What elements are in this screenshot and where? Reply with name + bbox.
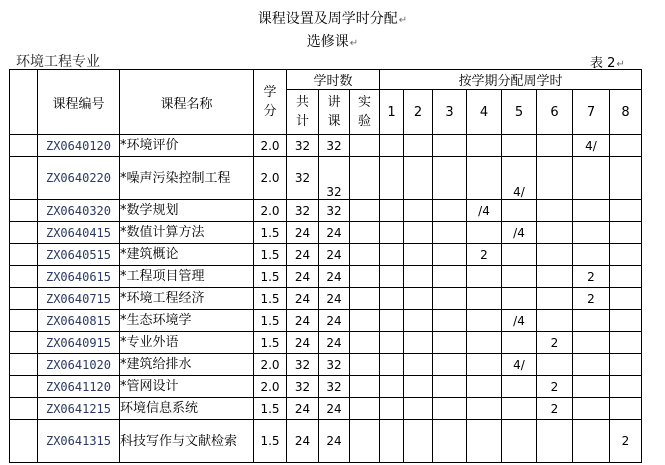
course-lab-hours (350, 222, 380, 244)
course-credit: 1.5 (254, 266, 287, 288)
course-code: ZX0640715 (38, 288, 120, 310)
col-lecture-b: 课 (327, 114, 341, 129)
term-7-hours (573, 200, 610, 222)
course-code: ZX0640220 (38, 157, 120, 200)
term-5-hours (502, 244, 537, 266)
term-3-hours (433, 398, 467, 420)
course-lab-hours (350, 354, 380, 376)
term-7-hours (573, 310, 610, 332)
col-term-1-header: 1 (380, 90, 404, 135)
course-total-hours: 32 (287, 354, 319, 376)
course-lab-hours (350, 420, 380, 463)
col-lab-a: 实 (357, 95, 371, 110)
table-row (10, 420, 642, 463)
col-lecture-header (319, 90, 350, 135)
course-credit: 2.0 (254, 157, 287, 200)
course-lab-hours (350, 135, 380, 157)
course-credit: 1.5 (254, 288, 287, 310)
course-lab-hours (350, 288, 380, 310)
term-5-hours: /4 (502, 222, 537, 244)
term-5-hours (502, 398, 537, 420)
course-code: ZX0640915 (38, 332, 120, 354)
term-5-hours: /4 (502, 310, 537, 332)
course-credit: 2.0 (254, 354, 287, 376)
course-total-hours: 32 (287, 200, 319, 222)
term-8-hours (610, 376, 642, 398)
course-credit: 1.5 (254, 420, 287, 463)
table-row (10, 288, 642, 310)
course-lecture-hours: 24 (319, 266, 350, 288)
term-6-hours: 2 (537, 332, 573, 354)
term-4-hours (467, 332, 502, 354)
course-credit: 1.5 (254, 398, 287, 420)
course-total-hours: 32 (287, 376, 319, 398)
term-1-hours (380, 266, 404, 288)
course-total-hours: 24 (287, 244, 319, 266)
term-6-hours (537, 288, 573, 310)
term-2-hours (404, 244, 433, 266)
course-credit: 2.0 (254, 200, 287, 222)
course-total-hours: 24 (287, 332, 319, 354)
course-total-hours: 24 (287, 222, 319, 244)
term-2-hours (404, 398, 433, 420)
col-term-6-header: 6 (537, 90, 573, 135)
term-2-hours (404, 200, 433, 222)
course-name: 科技写作与文献检索 (120, 420, 254, 463)
col-term-5-header: 5 (502, 90, 537, 135)
course-lab-hours (350, 200, 380, 222)
term-8-hours (610, 332, 642, 354)
table-row (10, 135, 642, 157)
page-subtitle-text: 选修课 (306, 34, 349, 50)
paragraph-mark-icon: ↵ (349, 38, 359, 49)
row-blank-cell (10, 354, 38, 376)
term-7-hours (573, 157, 610, 200)
course-credit: 1.5 (254, 244, 287, 266)
col-term-2-header: 2 (404, 90, 433, 135)
course-code: ZX0640120 (38, 135, 120, 157)
course-lecture-hours: 24 (319, 398, 350, 420)
term-6-hours (537, 266, 573, 288)
term-5-hours (502, 376, 537, 398)
term-4-hours (467, 157, 502, 200)
table-row (10, 332, 642, 354)
term-3-hours (433, 332, 467, 354)
term-7-hours: 2 (573, 266, 610, 288)
term-4-hours: 2 (467, 244, 502, 266)
course-code: ZX0641020 (38, 354, 120, 376)
term-5-hours: 4/ (502, 157, 537, 200)
term-5-hours: 4/ (502, 354, 537, 376)
term-6-hours (537, 135, 573, 157)
row-blank-cell (10, 288, 38, 310)
term-2-hours (404, 310, 433, 332)
course-code: ZX0641215 (38, 398, 120, 420)
col-name-header: 课程名称 (120, 70, 254, 135)
course-total-hours: 24 (287, 420, 319, 463)
col-credit-a: 学 (263, 85, 277, 100)
term-2-hours (404, 222, 433, 244)
course-code: ZX0640615 (38, 266, 120, 288)
term-4-hours (467, 376, 502, 398)
term-2-hours (404, 135, 433, 157)
term-1-hours (380, 354, 404, 376)
term-7-hours: 2 (573, 288, 610, 310)
term-4-hours (467, 310, 502, 332)
page-title (0, 8, 665, 28)
term-6-hours: 2 (537, 376, 573, 398)
course-code: ZX0641315 (38, 420, 120, 463)
table-row (10, 244, 642, 266)
term-7-hours (573, 354, 610, 376)
course-name: *数值计算方法 (120, 222, 254, 244)
term-6-hours (537, 222, 573, 244)
term-2-hours (404, 332, 433, 354)
term-4-hours (467, 288, 502, 310)
major-label: 环境工程专业 (16, 54, 100, 70)
table-row (10, 310, 642, 332)
term-7-hours (573, 376, 610, 398)
course-lab-hours (350, 244, 380, 266)
term-1-hours (380, 376, 404, 398)
term-2-hours (404, 420, 433, 463)
course-credit: 1.5 (254, 332, 287, 354)
course-total-hours: 32 (287, 157, 319, 200)
course-credit: 1.5 (254, 310, 287, 332)
row-blank-cell (10, 332, 38, 354)
term-1-hours (380, 135, 404, 157)
paragraph-mark-icon: ↵ (616, 59, 625, 70)
term-7-hours: 4/ (573, 135, 610, 157)
term-6-hours (537, 420, 573, 463)
term-2-hours (404, 376, 433, 398)
term-1-hours (380, 398, 404, 420)
course-lab-hours (350, 376, 380, 398)
course-lecture-hours: 24 (319, 332, 350, 354)
term-4-hours (467, 222, 502, 244)
row-blank-cell (10, 135, 38, 157)
table-number-text: 表 2 (590, 56, 616, 71)
course-code: ZX0640320 (38, 200, 120, 222)
term-8-hours (610, 200, 642, 222)
row-blank-cell (10, 376, 38, 398)
row-blank-cell (10, 398, 38, 420)
term-6-hours (537, 200, 573, 222)
term-4-hours (467, 135, 502, 157)
col-lab-b: 验 (357, 114, 371, 129)
hours-group-header: 学时数 (287, 70, 380, 90)
course-total-hours: 32 (287, 135, 319, 157)
term-1-hours (380, 157, 404, 200)
col-term-8-header: 8 (610, 90, 642, 135)
term-8-hours: 2 (610, 420, 642, 463)
term-3-hours (433, 135, 467, 157)
term-5-hours (502, 420, 537, 463)
term-7-hours (573, 222, 610, 244)
term-1-hours (380, 420, 404, 463)
course-lecture-hours: 32 (319, 135, 350, 157)
course-name: *噪声污染控制工程 (120, 157, 254, 200)
course-lecture-hours: 24 (319, 310, 350, 332)
term-3-hours (433, 266, 467, 288)
course-total-hours: 24 (287, 310, 319, 332)
term-8-hours (610, 266, 642, 288)
term-7-hours (573, 420, 610, 463)
paragraph-mark-icon: ↵ (398, 15, 408, 26)
term-7-hours (573, 398, 610, 420)
col-term-3-header: 3 (433, 90, 467, 135)
term-1-hours (380, 310, 404, 332)
term-2-hours (404, 354, 433, 376)
course-lab-hours (350, 398, 380, 420)
term-group-header: 按学期分配周学时 (380, 70, 642, 90)
course-name: *生态环境学 (120, 310, 254, 332)
course-lab-hours (350, 266, 380, 288)
course-name: *管网设计 (120, 376, 254, 398)
row-blank-cell (10, 244, 38, 266)
course-lecture-hours: 32 (319, 354, 350, 376)
table-row (10, 200, 642, 222)
col-code-header: 课程编号 (38, 70, 120, 135)
course-lab-hours (350, 332, 380, 354)
term-3-hours (433, 310, 467, 332)
term-4-hours: /4 (467, 200, 502, 222)
course-lecture-hours: 24 (319, 222, 350, 244)
col-term-7-header: 7 (573, 90, 610, 135)
course-name: *建筑概论 (120, 244, 254, 266)
term-1-hours (380, 332, 404, 354)
term-7-hours (573, 332, 610, 354)
term-5-hours (502, 288, 537, 310)
table-row (10, 157, 642, 200)
page-title-text: 课程设置及周学时分配 (257, 11, 398, 27)
term-8-hours (610, 135, 642, 157)
term-1-hours (380, 244, 404, 266)
row-blank-cell (10, 266, 38, 288)
row-blank-cell (10, 222, 38, 244)
row-blank-cell (10, 200, 38, 222)
course-lecture-hours: 32 (319, 157, 350, 200)
page-subtitle (0, 31, 665, 51)
table-row (10, 266, 642, 288)
course-code: ZX0641120 (38, 376, 120, 398)
course-lecture-hours: 24 (319, 244, 350, 266)
course-code: ZX0640515 (38, 244, 120, 266)
course-lecture-hours: 32 (319, 376, 350, 398)
course-rows (10, 135, 642, 463)
term-8-hours (610, 310, 642, 332)
term-4-hours (467, 354, 502, 376)
course-name: *工程项目管理 (120, 266, 254, 288)
term-2-hours (404, 288, 433, 310)
term-8-hours (610, 288, 642, 310)
term-3-hours (433, 288, 467, 310)
row-blank-cell (10, 310, 38, 332)
term-4-hours (467, 398, 502, 420)
term-3-hours (433, 222, 467, 244)
term-7-hours (573, 244, 610, 266)
term-6-hours: 2 (537, 398, 573, 420)
col-term-4-header: 4 (467, 90, 502, 135)
course-name: *建筑给排水 (120, 354, 254, 376)
course-lecture-hours: 24 (319, 288, 350, 310)
col-total-b: 计 (295, 114, 309, 129)
col-total-header (287, 90, 319, 135)
course-total-hours: 24 (287, 398, 319, 420)
course-name: *环境评价 (120, 135, 254, 157)
term-6-hours (537, 244, 573, 266)
term-3-hours (433, 420, 467, 463)
term-3-hours (433, 200, 467, 222)
row-blank-cell (10, 157, 38, 200)
term-4-hours (467, 420, 502, 463)
course-lab-hours (350, 310, 380, 332)
term-3-hours (433, 376, 467, 398)
course-lecture-hours: 32 (319, 200, 350, 222)
course-table (9, 69, 642, 463)
course-name: 环境信息系统 (120, 398, 254, 420)
table-row (10, 222, 642, 244)
col-total-a: 共 (295, 95, 309, 110)
term-6-hours (537, 157, 573, 200)
course-total-hours: 24 (287, 266, 319, 288)
col-lab-header (350, 90, 380, 135)
term-4-hours (467, 266, 502, 288)
course-lecture-hours: 24 (319, 420, 350, 463)
course-code: ZX0640815 (38, 310, 120, 332)
term-5-hours (502, 200, 537, 222)
term-8-hours (610, 157, 642, 200)
course-code: ZX0640415 (38, 222, 120, 244)
term-3-hours (433, 354, 467, 376)
term-5-hours (502, 266, 537, 288)
course-total-hours: 24 (287, 288, 319, 310)
course-name: *环境工程经济 (120, 288, 254, 310)
course-name: *数学规划 (120, 200, 254, 222)
term-1-hours (380, 222, 404, 244)
table-row (10, 376, 642, 398)
course-lab-hours (350, 157, 380, 200)
term-2-hours (404, 266, 433, 288)
col-lecture-a: 讲 (327, 95, 341, 110)
course-credit: 1.5 (254, 222, 287, 244)
course-credit: 2.0 (254, 376, 287, 398)
course-name: *专业外语 (120, 332, 254, 354)
table-row (10, 398, 642, 420)
col-credit-b: 分 (263, 104, 277, 119)
term-6-hours (537, 310, 573, 332)
term-5-hours (502, 332, 537, 354)
term-5-hours (502, 135, 537, 157)
term-1-hours (380, 200, 404, 222)
term-6-hours (537, 354, 573, 376)
term-3-hours (433, 244, 467, 266)
col-credit-header (254, 70, 287, 135)
term-1-hours (380, 288, 404, 310)
term-8-hours (610, 354, 642, 376)
term-3-hours (433, 157, 467, 200)
term-8-hours (610, 244, 642, 266)
term-2-hours (404, 157, 433, 200)
course-credit: 2.0 (254, 135, 287, 157)
blank-header (10, 70, 38, 135)
term-8-hours (610, 222, 642, 244)
row-blank-cell (10, 420, 38, 463)
table-row (10, 354, 642, 376)
term-8-hours (610, 398, 642, 420)
